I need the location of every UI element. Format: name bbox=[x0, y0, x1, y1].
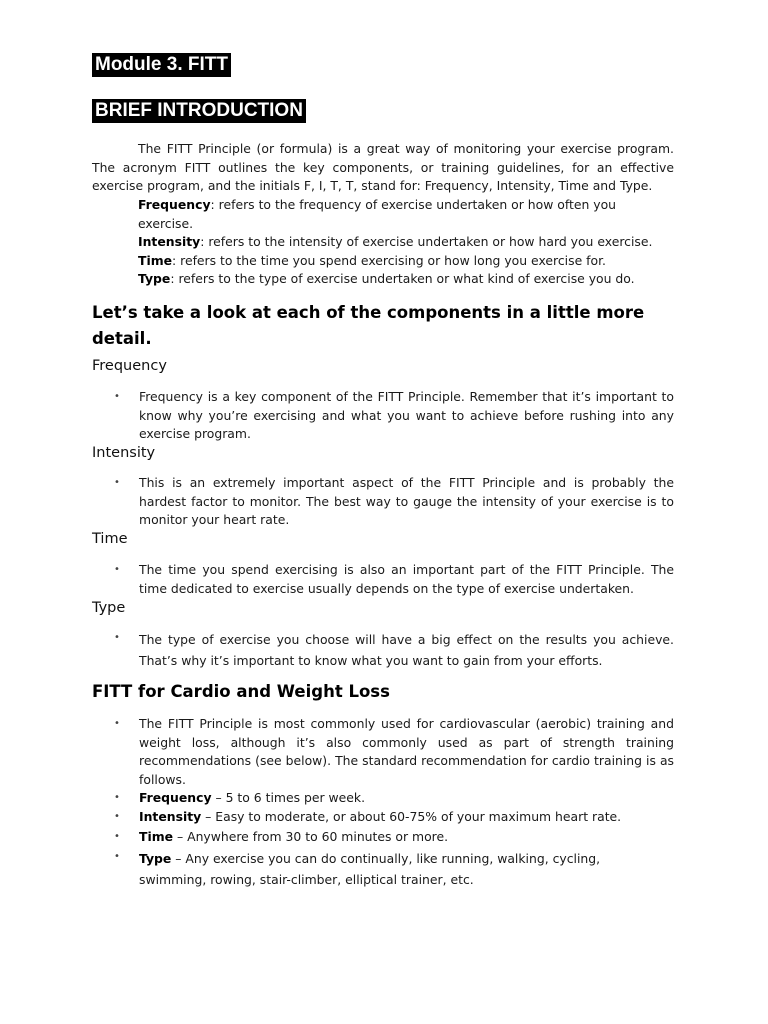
intro-paragraph: The FITT Principle (or formula) is a great way of monitoring your exercise program. The acronym FITT outlines the key components, or training guidelines, for an effective exercise program, and the initials F, I, T, T, stand for: Frequency, Intensity, Time and Type. bbox=[92, 141, 674, 194]
list-item bbox=[92, 848, 674, 890]
bullet-icon: • bbox=[114, 811, 120, 822]
list-item bbox=[92, 715, 674, 789]
subheading-intensity: Intensity bbox=[92, 445, 156, 461]
bullet-text: Frequency is a key component of the FITT Principle. Remember that it’s important to know why you’re exercising and what you want to achieve before rushing into any exercise program. bbox=[139, 389, 674, 442]
bullet-icon: • bbox=[114, 391, 120, 402]
intro-title: BRIEF INTRODUCTION bbox=[92, 99, 306, 123]
bullet-icon: • bbox=[114, 792, 120, 803]
subheading-time: Time bbox=[92, 531, 128, 547]
cardio-term: Frequency bbox=[139, 790, 212, 805]
definition-time bbox=[138, 252, 698, 271]
cardio-term: Type bbox=[139, 851, 172, 866]
definition-frequency bbox=[138, 196, 638, 233]
cardio-term: Time bbox=[139, 829, 174, 844]
definition-term: Time bbox=[138, 253, 173, 268]
cardio-term: Intensity bbox=[139, 809, 202, 824]
bullet-text: The time you spend exercising is also an important part of the FITT Principle. The time dedicated to exercise usually depends on the type of exercise undertaken. bbox=[139, 562, 674, 596]
list-item bbox=[92, 388, 674, 444]
list-item bbox=[92, 808, 674, 827]
bullet-text: The type of exercise you choose will have a big effect on the results you achieve. That’s why it’s important to know what you want to gain from your efforts. bbox=[139, 632, 674, 668]
bullet-text: The FITT Principle is most commonly used for cardiovascular (aerobic) training and weight loss, although it’s also commonly used as part of strength training recommendations (see below). The standard recommendation for cardio training is as follows. bbox=[139, 716, 674, 787]
definition-text: : refers to the frequency of exercise undertaken or how often you exercise. bbox=[138, 197, 617, 231]
list-item bbox=[92, 561, 674, 598]
bullet-text: This is an extremely important aspect of the FITT Principle and is probably the hardest factor to monitor. The best way to gauge the intensity of your exercise is to monitor your heart rate. bbox=[139, 475, 674, 528]
subheading-frequency: Frequency bbox=[92, 358, 167, 374]
list-item bbox=[92, 789, 674, 808]
definition-text: : refers to the intensity of exercise undertaken or how hard you exercise. bbox=[200, 234, 653, 249]
list-item bbox=[92, 474, 674, 530]
bullet-icon: • bbox=[114, 718, 120, 729]
definition-term: Intensity bbox=[138, 234, 201, 249]
cardio-text: – Anywhere from 30 to 60 minutes or more. bbox=[173, 829, 449, 844]
bullet-icon: • bbox=[114, 477, 120, 488]
cardio-text: – 5 to 6 times per week. bbox=[211, 790, 366, 805]
cardio-text: – Easy to moderate, or about 60-75% of your maximum heart rate. bbox=[201, 809, 622, 824]
definition-type bbox=[138, 270, 698, 289]
components-heading: Let’s take a look at each of the components in a little more detail. bbox=[92, 303, 645, 348]
module-title: Module 3. FITT bbox=[92, 53, 231, 77]
list-item bbox=[92, 629, 674, 671]
list-item bbox=[92, 828, 674, 847]
cardio-heading: FITT for Cardio and Weight Loss bbox=[92, 682, 390, 701]
definition-term: Type bbox=[138, 271, 171, 286]
bullet-icon: • bbox=[114, 851, 120, 862]
definition-intensity bbox=[138, 233, 698, 252]
definition-text: : refers to the type of exercise undertaken or what kind of exercise you do. bbox=[170, 271, 635, 286]
bullet-icon: • bbox=[114, 831, 120, 842]
subheading-type: Type bbox=[92, 600, 126, 616]
definition-term: Frequency bbox=[138, 197, 211, 212]
bullet-icon: • bbox=[114, 632, 120, 643]
cardio-text: – Any exercise you can do continually, like running, walking, cycling, swimming, rowing, stair-climber, elliptical trainer, etc. bbox=[139, 851, 601, 887]
definition-text: : refers to the time you spend exercising or how long you exercise for. bbox=[172, 253, 606, 268]
bullet-icon: • bbox=[114, 564, 120, 575]
